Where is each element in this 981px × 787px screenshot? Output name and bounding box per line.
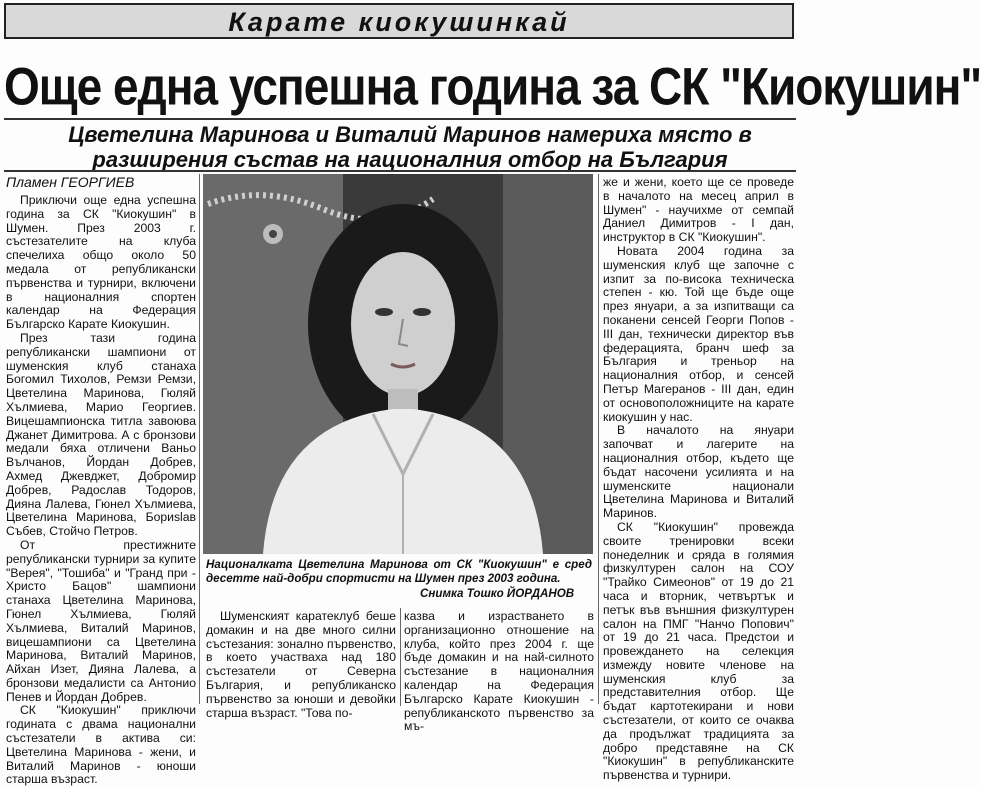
paragraph: В началото на януари започват и лагерите на националния отбор, където ще бъдат насочени усилията и на шуменските национали Цветелина Маринова и Виталий Маринов. — [603, 423, 794, 521]
subheadline: Цветелина Маринова и Виталий Маринов намериха място в разширения състав на националния отбор на България — [68, 122, 752, 172]
headline: Още една успешна година за СК "Киокушин" — [4, 56, 981, 117]
portrait-illustration — [203, 174, 593, 554]
photo-caption: Националката Цветелина Маринова от СК "Киокушин" е сред десетте най-добри спортисти на Шумен през 2003 година. — [206, 558, 592, 585]
paragraph: Приключи още една успешна година за СК "Киокушин" в Шумен. През 2003 г. състезателите на клуба спечелиха общо около 50 медала от републикански първенства и турнири, включени в националния спортен календар на Федерация Българско Карате Киокушин. — [6, 193, 196, 332]
paragraph: От престижните републикански турнири за купите "Верея", "Тошиба" и "Гранд при - Христо Бацов" шампиони станаха Цветелина Маринова, Гюнел Хълмиева, Гюляй Хълмиева, Виталий Маринов, вицешампиони са Цветелина Маринова, Виталий Маринов, Айхан Изет, Дияна Лалева, а бронзови медалисти са Антонио Пенев и Йордан Добрев. — [6, 537, 196, 704]
paragraph: же и жени, което ще се проведе в началото на месец април в Шумен" - научихме от семпай Даниел Димитров - I дан, инструктор в СК "Киокушин". — [603, 175, 794, 245]
column-divider — [598, 174, 599, 704]
author-byline: Пламен ГЕОРГИЕВ — [6, 174, 135, 190]
subhead-rule — [4, 170, 796, 172]
headline-rule — [4, 118, 796, 120]
paragraph: СК "Киокушин" приключи годината с двама национални състезатели в актива си: Цветелина Маринова - жени, и Виталий Маринов - юноши старша възраст. — [6, 703, 196, 787]
photo-credit: Снимка Тошко ЙОРДАНОВ — [420, 587, 575, 600]
column-3 — [404, 610, 594, 734]
paragraph: През тази година републикански шампиони от шуменския клуб станаха Богомил Тихолов, Ремзи Ремзи, Цветелина Маринова, Гюляй Хълмиева, Марио Георгиев. Вицешампионска титла завоюва Джанет Димитрова. А с бронзови медали бяха отличени Ваньо Вълчанов, Йордан Добрев, Ахмед Джевджет, Добромир Добрев, Радослав Тодоров, Дияна Лалева, Гюнел Хълмиева, Цветелина Маринова, Бориslaв Събев, Стойчо Петров. — [6, 330, 196, 539]
column-4 — [603, 176, 794, 783]
column-divider — [400, 608, 401, 706]
paragraph: Шуменският каратеклуб беше домакин и на две много силни състезания: зонално първенство, в което участваха над 180 състезатели от Северна България, и републиканско първенство за юноши и девойки старша възраст. "Това по- — [206, 609, 396, 720]
portrait-photo — [203, 174, 593, 554]
column-divider — [199, 174, 200, 704]
section-rubric — [4, 3, 794, 39]
column-2 — [206, 610, 396, 720]
paragraph: СК "Киокушин" провежда своите тренировки всеки понеделник и сряда в голямия физкултурен салон на СОУ "Трайко Симеонов" от 19 до 21 часа и вторник, четвъртък и петък във външния физкултурен салон на ПМГ "Нанчо Попович" от 19 до 21 часа. Предстои и провеждането на селекция измежду новите членове на шуменския клуб за представителния отбор. Ще бъдат картотекирани и нови състезатели, от които се очаква да продължат традицията за добро представяне на СК "Киокушин" в републиканските първенства и турнири. — [603, 519, 794, 783]
column-1 — [6, 194, 196, 787]
rubric-text: Карате киокушинкай — [228, 7, 570, 37]
paragraph: казва и израстването в организационно отношение на клуба, който през 2004 г. ще бъде домакин и на най-силното състезание в националния календар на Федерация Българско Карате Киокушин - републиканското първенство за мъ- — [404, 609, 594, 734]
paragraph: Новата 2004 година за шуменския клуб ще започне с изпит за по-висока техническа степен - кю. Той ще бъде още през януари, а за изпитващи са поканени сенсей Георги Попов - III дан, технически директор във федерацията, бранч шеф за България и треньор на националния отбор, и сенсей Петър Магеранов - III дан, един от основоположниците на карате киокушин у нас. — [603, 243, 794, 424]
